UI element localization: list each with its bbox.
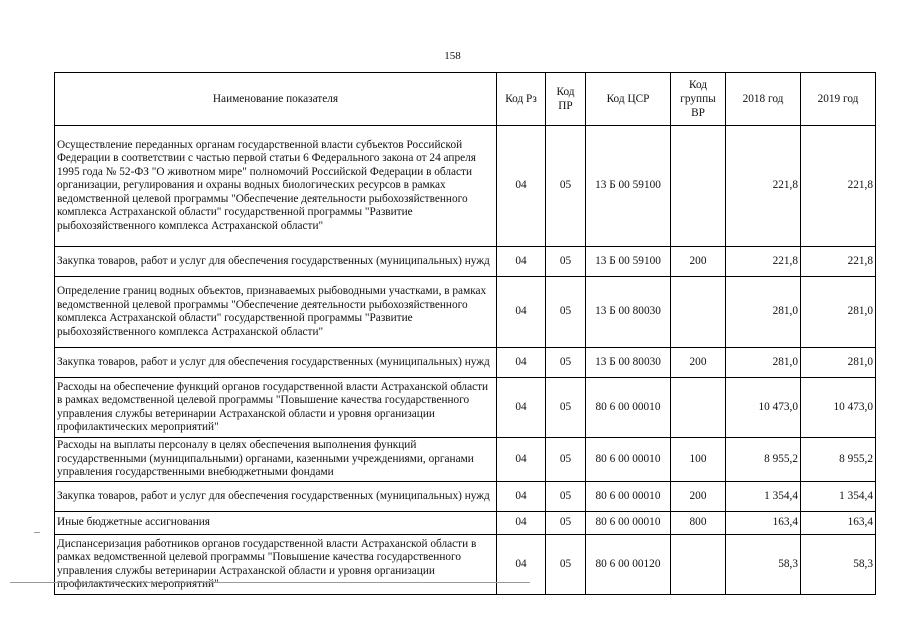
row-csr: 80 6 00 00120 [586,535,671,595]
row-vr: 800 [671,512,726,535]
row-csr: 13 Б 00 80030 [586,277,671,348]
scan-margin-line [10,582,530,583]
row-csr: 13 Б 00 59100 [586,126,671,247]
row-csr: 80 6 00 00010 [586,378,671,438]
row-csr: 13 Б 00 80030 [586,348,671,378]
row-name: Расходы на обеспечение функций органов государственной власти Астраханской области в рамках ведомственной целевой программы "Повышение качества государственного управления службы ветеринарии Астраханской области и уровня организации профилактических мероприятий" [55,378,497,438]
row-2018: 58,3 [726,535,801,595]
row-name: Осуществление переданных органам государственной власти субъектов Российской Федерации в соответствии с частью первой статьи 6 Федерального закона от 24 апреля 1995 года № 52-ФЗ "О животном мире" полномочий Российской Федерации в области организации, регулирования и охраны водных биологических ресурсов в рамках ведомственной целевой программы "Обеспечение деятельности рыбохозяйственного комплекса Астраханской области" государственной программы "Развитие рыбохозяйственного комплекса Астраханской области" [55,126,497,247]
row-rz: 04 [497,482,546,512]
row-csr: 80 6 00 00010 [586,482,671,512]
row-pr: 05 [546,277,586,348]
row-vr: 200 [671,482,726,512]
scan-margin-tick [34,532,40,533]
table-row [55,482,876,512]
table-header-row [55,73,876,126]
row-vr [671,535,726,595]
row-name: Иные бюджетные ассигнования [55,512,497,535]
row-rz: 04 [497,247,546,277]
row-pr: 05 [546,247,586,277]
row-2018: 221,8 [726,247,801,277]
row-2019: 281,0 [801,348,876,378]
header-name: Наименование показателя [55,73,497,126]
row-2018: 281,0 [726,277,801,348]
table-row [55,126,876,247]
row-2019: 281,0 [801,277,876,348]
row-name: Закупка товаров, работ и услуг для обеспечения государственных (муниципальных) нужд [55,482,497,512]
row-2019: 221,8 [801,126,876,247]
row-vr: 100 [671,438,726,482]
table-row [55,378,876,438]
header-vr: Код группы ВР [671,73,726,126]
row-csr: 13 Б 00 59100 [586,247,671,277]
row-pr: 05 [546,348,586,378]
table-row [55,512,876,535]
row-vr: 200 [671,348,726,378]
row-rz: 04 [497,512,546,535]
row-rz: 04 [497,348,546,378]
row-rz: 04 [497,277,546,348]
row-name: Закупка товаров, работ и услуг для обеспечения государственных (муниципальных) нужд [55,247,497,277]
row-2018: 1 354,4 [726,482,801,512]
table-row [55,438,876,482]
row-vr: 200 [671,247,726,277]
row-pr: 05 [546,126,586,247]
header-csr: Код ЦСР [586,73,671,126]
header-pr: Код ПР [546,73,586,126]
header-2019: 2019 год [801,73,876,126]
row-2019: 8 955,2 [801,438,876,482]
row-2019: 58,3 [801,535,876,595]
row-2019: 221,8 [801,247,876,277]
row-vr [671,277,726,348]
row-2018: 221,8 [726,126,801,247]
row-pr: 05 [546,378,586,438]
row-pr: 05 [546,535,586,595]
header-2018: 2018 год [726,73,801,126]
row-2018: 281,0 [726,348,801,378]
table-row [55,535,876,595]
table-row [55,247,876,277]
page-number: 158 [444,50,461,62]
row-rz: 04 [497,126,546,247]
row-2018: 163,4 [726,512,801,535]
header-rz: Код Рз [497,73,546,126]
budget-table [54,72,876,595]
row-name: Определение границ водных объектов, признаваемых рыбоводными участками, в рамках ведомственной целевой программы "Обеспечение деятельности рыбохозяйственного комплекса Астраханской области" государственной программы "Развитие рыбохозяйственного комплекса Астраханской области" [55,277,497,348]
row-rz: 04 [497,438,546,482]
row-name: Диспансеризация работников органов государственной власти Астраханской области в рамках ведомственной целевой программы "Повышение качества государственного управления службы ветеринарии Астраханской области и уровня организации профилактических мероприятий" [55,535,497,595]
row-2019: 163,4 [801,512,876,535]
row-2019: 10 473,0 [801,378,876,438]
row-rz: 04 [497,378,546,438]
row-rz: 04 [497,535,546,595]
row-name: Закупка товаров, работ и услуг для обеспечения государственных (муниципальных) нужд [55,348,497,378]
row-pr: 05 [546,438,586,482]
row-vr [671,126,726,247]
row-pr: 05 [546,512,586,535]
row-2018: 10 473,0 [726,378,801,438]
row-2018: 8 955,2 [726,438,801,482]
row-csr: 80 6 00 00010 [586,438,671,482]
table-row [55,348,876,378]
row-csr: 80 6 00 00010 [586,512,671,535]
row-2019: 1 354,4 [801,482,876,512]
table-row [55,277,876,348]
row-name: Расходы на выплаты персоналу в целях обеспечения выполнения функций государственными (муниципальными) органами, казенными учреждениями, органами управления государственными внебюджетными фондами [55,438,497,482]
row-pr: 05 [546,482,586,512]
row-vr [671,378,726,438]
